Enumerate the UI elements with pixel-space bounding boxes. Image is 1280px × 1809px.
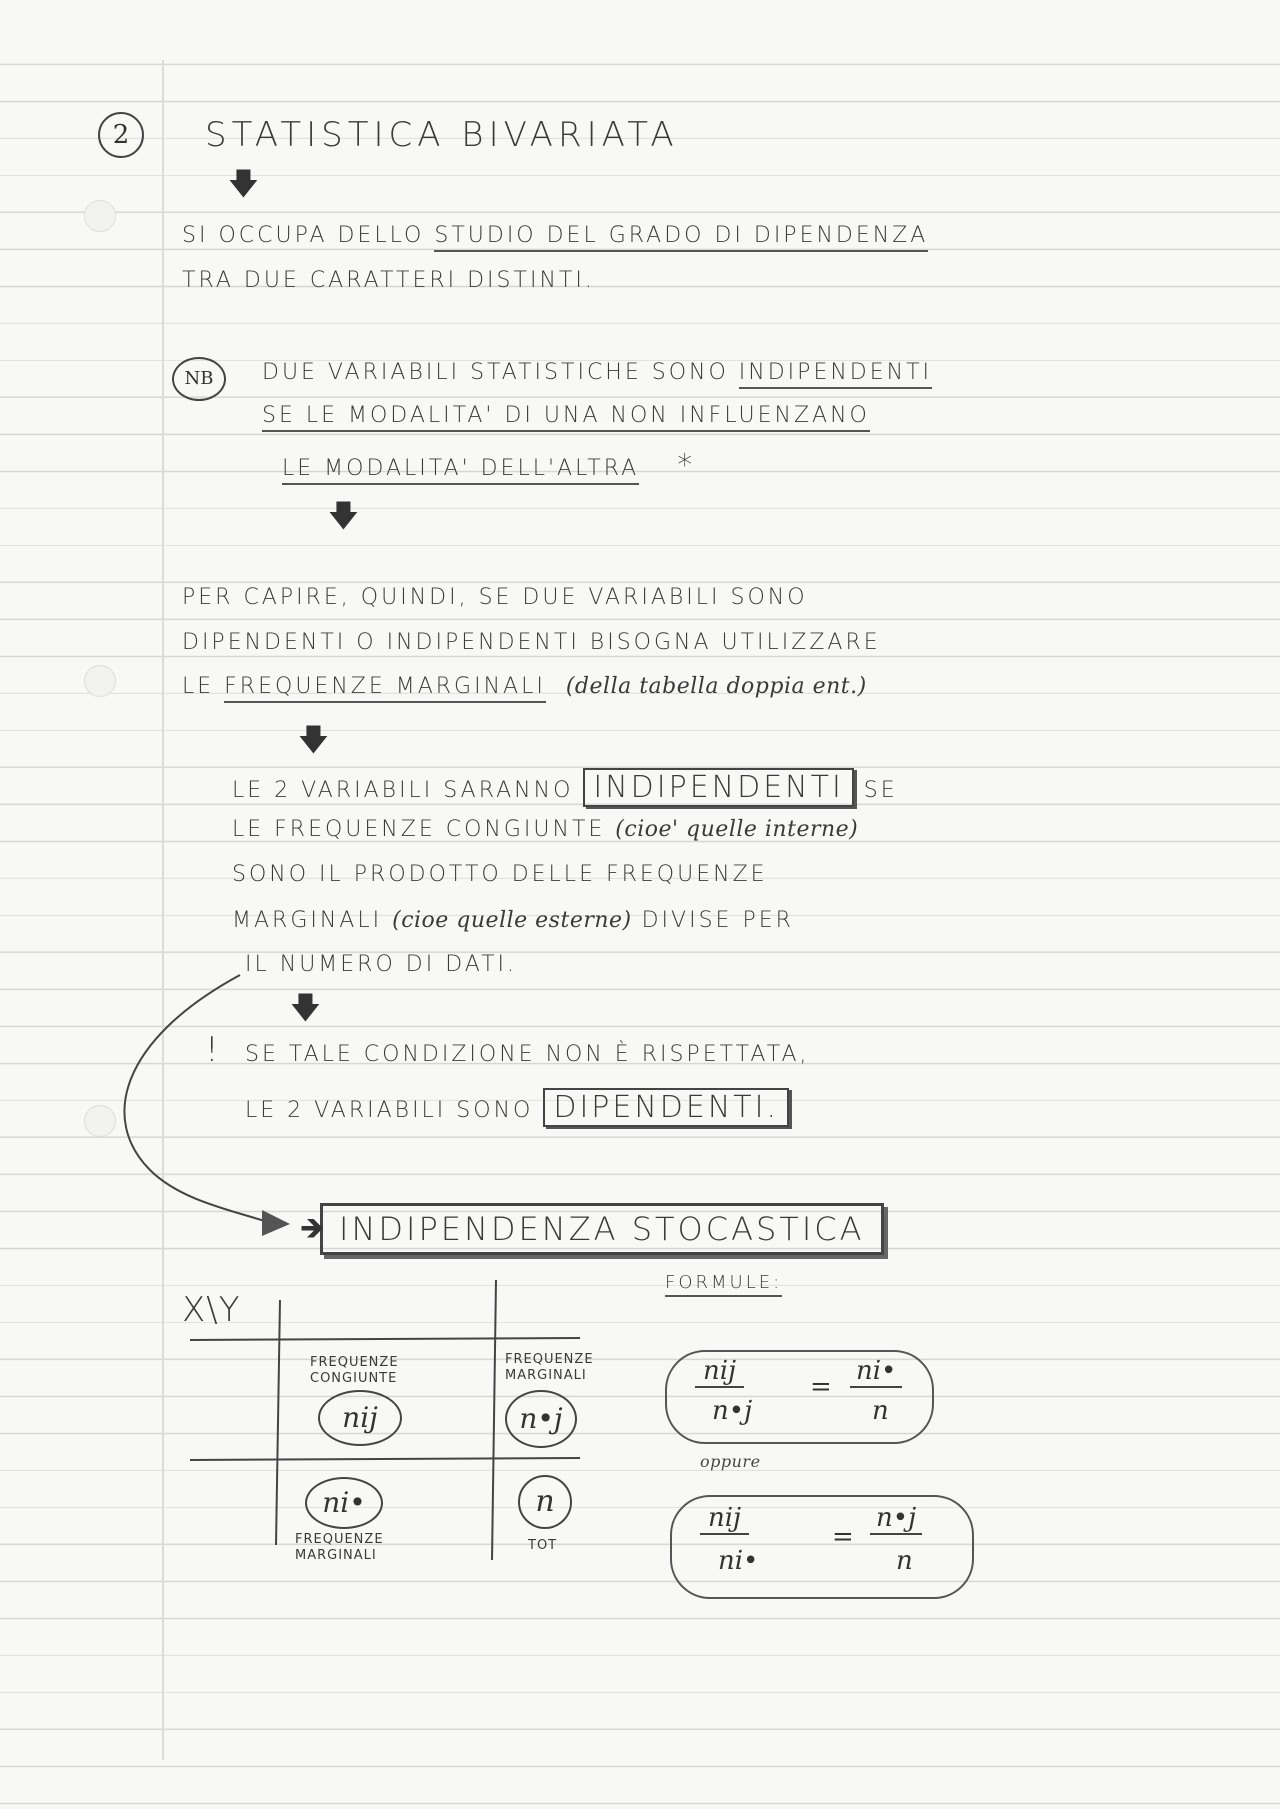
para3-line-1: LE 2 VARIABILI SARANNO INDIPENDENTI SE [232, 770, 898, 805]
intro-underlined-text: STUDIO DEL GRADO DI DIPENDENZA [434, 223, 928, 252]
down-arrow-icon: 🡇 [228, 167, 259, 202]
marg-top-label: FREQUENZE MARGINALI [505, 1352, 594, 1383]
asterisk-icon: * [677, 448, 696, 483]
intro-line-2: TRA DUE CARATTERI DISTINTI. [182, 268, 595, 293]
exclamation-mark: ! [205, 1030, 222, 1070]
curved-arrow [124, 975, 268, 1222]
nb-line-3-text: LE MODALITA' DELL'ALTRA [282, 456, 639, 485]
para2-underlined-text: FREQUENZE MARGINALI [224, 674, 546, 703]
para3-cursive-note: (cioe' quelle interne) [615, 817, 859, 842]
formula-2-den-left: ni• [718, 1546, 759, 1576]
formula-2-num-right: n•j [870, 1503, 922, 1535]
table-corner: X\Y [182, 1290, 241, 1330]
page-number: 2 [98, 112, 144, 158]
down-arrow-icon: 🡇 [290, 991, 321, 1026]
curved-arrow-head-icon [262, 1210, 290, 1236]
nij-symbol: nij [318, 1390, 402, 1446]
ni-dot-symbol: ni• [305, 1477, 383, 1529]
formula-1-den-left: n•j [712, 1396, 753, 1426]
formula-1-eq: = [810, 1372, 832, 1402]
formula-2-eq: = [832, 1522, 854, 1552]
intro-line-1: SI OCCUPA DELLO STUDIO DEL GRADO DI DIPENDENZA [182, 223, 928, 248]
page-title: STATISTICA BIVARIATA [205, 115, 679, 155]
para2-line-1: PER CAPIRE, QUINDI, SE DUE VARIABILI SONO [182, 585, 808, 610]
formula-1-num-right: ni• [850, 1356, 902, 1388]
heading-arrow-icon: 🡺 [300, 1211, 325, 1246]
para4-line-1: SE TALE CONDIZIONE NON È RISPETTATA, [245, 1042, 810, 1067]
n-total-symbol: n [518, 1475, 572, 1529]
nb-badge: NB [172, 357, 226, 401]
tot-label: TOT [528, 1538, 558, 1553]
table-left-line [276, 1300, 280, 1545]
para3-line-3: SONO IL PRODOTTO DELLE FREQUENZE [232, 862, 768, 887]
formula-1-num-left: nij [695, 1356, 744, 1388]
para2-line-3: LE FREQUENZE MARGINALI (della tabella doppia ent.) [182, 674, 867, 699]
para2-cursive-note: (della tabella doppia ent.) [565, 674, 867, 699]
nb-underlined-text: INDIPENDENTI [739, 360, 932, 389]
nb-line-2: SE LE MODALITA' DI UNA NON INFLUENZANO [262, 403, 870, 432]
table-top-line [190, 1338, 580, 1340]
table-bottom-line [190, 1458, 580, 1460]
down-arrow-icon: 🡇 [328, 499, 359, 534]
marg-bottom-label: FREQUENZE MARGINALI [295, 1532, 384, 1563]
para3-line-4: MARGINALI (cioe quelle esterne) DIVISE PER [232, 908, 794, 933]
para3-line-5: IL NUMERO DI DATI. [245, 952, 518, 977]
para2-line-2: DIPENDENTI O INDIPENDENTI BISOGNA UTILIZZARE [182, 630, 881, 655]
section-heading: INDIPENDENZA STOCASTICA [320, 1203, 884, 1255]
formula-1-den-right: n [872, 1396, 889, 1426]
n-dot-j-symbol: n•j [505, 1390, 577, 1448]
indipendenti-box: INDIPENDENTI [583, 768, 853, 807]
para3-line-2: LE FREQUENZE CONGIUNTE (cioe' quelle interne) [232, 817, 859, 842]
down-arrow-icon: 🡇 [298, 723, 329, 758]
oppure-label: oppure [700, 1452, 761, 1471]
para4-line-2: LE 2 VARIABILI SONO DIPENDENTI. [245, 1090, 789, 1125]
congiunte-label: FREQUENZE CONGIUNTE [310, 1355, 399, 1386]
para3-cursive-note-2: (cioe quelle esterne) [392, 908, 632, 933]
formula-2-num-left: nij [700, 1503, 749, 1535]
table-middle-line [492, 1280, 496, 1560]
formula-2-den-right: n [896, 1546, 913, 1576]
nb-line-1: DUE VARIABILI STATISTICHE SONO INDIPENDENTI [262, 360, 932, 385]
dipendenti-box: DIPENDENTI. [543, 1088, 789, 1127]
formule-label: FORMULE: [665, 1272, 782, 1297]
